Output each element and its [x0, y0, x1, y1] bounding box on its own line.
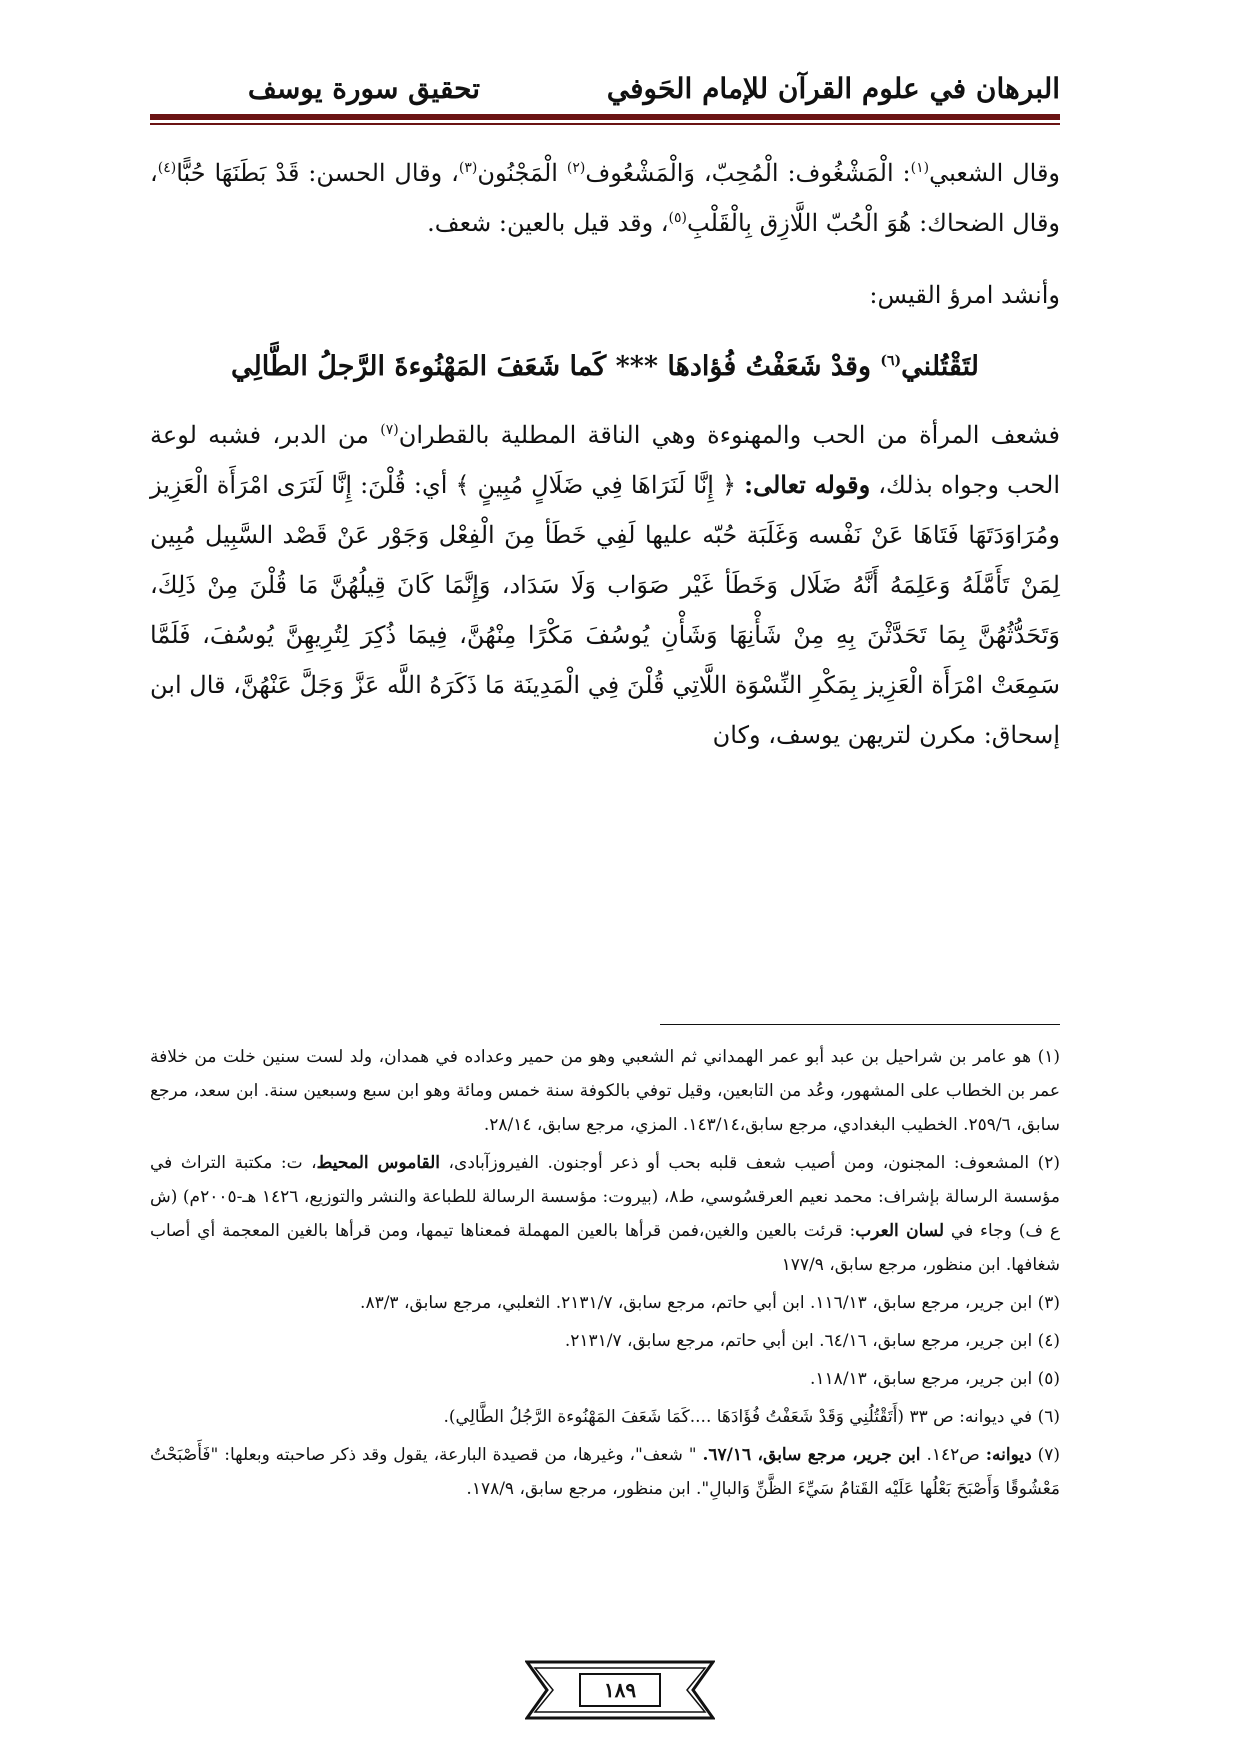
main-text — [150, 148, 1060, 760]
header-rule-thick — [150, 114, 1060, 120]
footnotes-section — [150, 1040, 1060, 1510]
p1-text-3: الْمَجْنُون — [477, 159, 567, 187]
paragraph-2 — [150, 410, 1060, 760]
fn2-text-c: ، ت: مكتبة التراث في مؤسسة الرسالة بإشراف: محمد نعيم العرقسُوسي، ط٨، (بيروت: مؤسسة الرسالة للطباعة والنشر والتوزيع، ١٤٢٦ هـ-٢٠٠٥م) (ش ع ف) وجاء في — [150, 1153, 1061, 1241]
paragraph-1 — [150, 148, 1060, 248]
footnote-ref-3[interactable]: (٣) — [458, 160, 478, 176]
p1-text-6: ، وقد قيل بالعين: شعف. — [427, 209, 669, 237]
p1-text-1: وقال الشعبي — [929, 159, 1061, 187]
poem-intro: وأنشد امرؤ القيس: — [869, 281, 1060, 309]
fn7-text-e: " شعف"، وغيرها، من قصيدة البارعة، يقول وقد ذكر صاحبته وبعلها: "فَأَصْبَحْتُ مَعْشُوقًا وَأَصْبَحَ بَعْلُها عَلَيْه القَتامُ سَيِّءَ الظَّنِّ وَالبالِ". ابن منظور، مرجع سابق، ١٧٨/٩. — [150, 1445, 1060, 1499]
footnote-5: (٥) ابن جرير، مرجع سابق، ١١٨/١٣. — [810, 1369, 1060, 1389]
p2-text-2: من الدبر، فشبه لوعة الحب وجواه بذلك، — [150, 421, 1061, 499]
header-book-title: البرهان في علوم القرآن للإمام الحَوفي — [606, 72, 1060, 105]
footnote-7 — [150, 1438, 1060, 1506]
header-section-title: تحقيق سورة يوسف — [247, 72, 480, 105]
p1-text-2: : الْمَشْغُوف: الْمُحِبّ، وَالْمَشْعُوف — [585, 159, 911, 187]
p1-text-5: ، وقال الضحاك: هُوَ الْحُبّ اللَّازِق بِالْقَلْبِ — [150, 159, 1060, 237]
fn2-text-e: : قرئت بالعين والغين،فمن قرأها بالعين المهملة فمعناها تيمها، ومن قرأها بالغين المعجمة أي أصاب شغافها. ابن منظور، مرجع سابق، ١٧٧/٩ — [150, 1221, 1060, 1275]
fn7-text-c: ص١٤٢. — [920, 1445, 986, 1465]
p2-text-1: فشعف المرأة من الحب والمهنوءة وهي الناقة المطلية بالقطران — [398, 421, 1060, 449]
footnote-ref-1[interactable]: (١) — [910, 160, 930, 176]
page-number: ١٨٩ — [603, 1678, 637, 1702]
fn2-ref-qamus: القاموس المحيط — [316, 1153, 440, 1173]
p1-text-4: ، وقال الحسن: قَدْ بَطَنَهَا حُبًّا — [176, 159, 459, 187]
fn2-text-a: (٢) المشعوف: المجنون، ومن أصيب شعف قلبه بحب أو ذعر أوجنون. الفيروزآبادى، — [440, 1153, 1060, 1173]
footnote-4: (٤) ابن جرير، مرجع سابق، ٦٤/١٦. ابن أبي حاتم، مرجع سابق، ٢١٣١/٧. — [564, 1331, 1060, 1351]
verse-part-2: وقدْ شَعَفْتُ فُؤادهَا *** كَما شَعَفَ المَهْنُوءةَ الرَّجلُ الطَّالِي — [231, 351, 881, 382]
fn7-ref-diwan: ديوانه: — [985, 1445, 1032, 1465]
footnote-1: (١) هو عامر بن شراحيل بن عبد أبو عمر الهمداني ثم الشعبي وهو من حمير وعداده في همدان، ولد لست سنين خلت من خلافة عمر بن الخطاب على المشهور، وعُد من التابعين، وقيل توفي بالكوفة سنة خمس ومائة وهو ابن سبع وسبعين سنة. ابن سعد، مرجع سابق، ٢٥٩/٦. الخطيب البغدادي، مرجع سابق،١٤٣/١٤. المزي، مرجع سابق، ٢٨/١٤. — [150, 1047, 1060, 1135]
running-header — [150, 72, 1060, 112]
fn2-ref-lisan: لسان العرب — [855, 1221, 945, 1241]
footnote-ref-5[interactable]: (٥) — [668, 210, 688, 226]
fn7-text-a: (٧) — [1031, 1445, 1060, 1465]
footnote-ref-7[interactable]: (٧) — [380, 422, 399, 438]
footnote-2 — [150, 1146, 1060, 1282]
footnote-3: (٣) ابن جرير، مرجع سابق، ١١٦/١٣. ابن أبي حاتم، مرجع سابق، ٢١٣١/٧. الثعلبي، مرجع سابق، ٨٣/٣. — [360, 1293, 1060, 1313]
footnote-ref-2[interactable]: (٢) — [566, 160, 586, 176]
page-number-ornament — [525, 1660, 715, 1720]
fn7-ref-ibn-jarir: ابن جرير، مرجع سابق، ٦٧/١٦. — [702, 1445, 921, 1465]
footnote-6: (٦) في ديوانه: ص ٣٣ (أَتَقْتُلُنِي وَقَدْ شَعَفْتُ فُؤَادَهَا ....كَمَا شَعَفَ المَهْنُوءة الرَّجُلُ الطَّالِي). — [443, 1407, 1060, 1427]
verse-part-1: لتَقْتُلني — [901, 351, 979, 382]
p2-quran-intro: وقوله تعالى: — [744, 470, 871, 499]
footnote-ref-6[interactable]: (٦) — [880, 353, 902, 369]
poem-verse — [150, 342, 1060, 392]
footnote-separator — [660, 1024, 1060, 1025]
p2-text-3: ﴿ إِنَّا لَنَرَاهَا فِي ضَلَالٍ مُبِينٍ ﴾ أي: قُلْنَ: إِنَّا لَنَرَى امْرَأَة الْعَزِيز ومُرَاوَدَتَهَا فَتَاهَا عَنْ نَفْسه وَغَلَبَة حُبّه عليها لَفِي خَطَأ مِنَ الْفِعْل وَجَوْر عَنْ قَصْد السَّبِيل مُبِين لِمَنْ تَأَمَّلَهُ وَعَلِمَهُ أَنَّهُ ضَلَال وَخَطَأ غَيْر صَوَاب وَلَا سَدَاد، وَإِنَّمَا كَانَ قِيلُهُنَّ مَا قُلْنَ مِنْ ذَلِكَ، وَتَحَدُّثُهُنَّ بِمَا تَحَدَّثْنَ بِهِ مِنْ شَأْنِهَا وَشَأْنِ يُوسُفَ مَكْرًا مِنْهُنَّ، فِيمَا ذُكِرَ لِتُرِيهِنَّ يُوسُفَ، فَلَمَّا سَمِعَتْ امْرَأَة الْعَزِيز بِمَكْرِ النِّسْوَة اللَّاتِي قُلْنَ فِي الْمَدِينَة مَا ذَكَرَهُ اللَّه عَزَّ وَجَلَّ عَنْهُنَّ، قال ابن إسحاق: مكرن لتريهن يوسف، وكان — [150, 471, 1060, 749]
header-rule-thin — [150, 123, 1060, 125]
footnote-ref-4[interactable]: (٤) — [157, 160, 177, 176]
